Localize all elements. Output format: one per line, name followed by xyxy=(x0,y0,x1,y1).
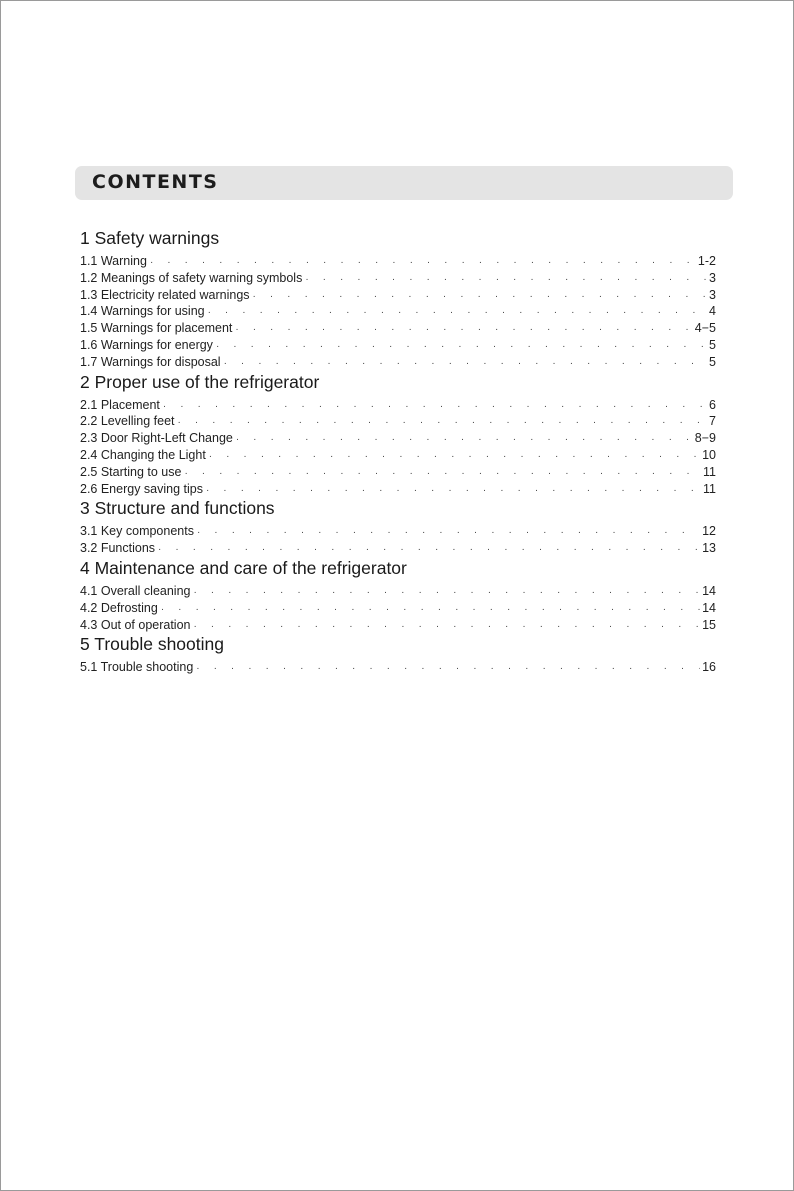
toc-section xyxy=(80,227,716,371)
toc-entry-label: 2.3 Door Right-Left Change xyxy=(80,431,233,446)
toc-entry-page-number: 1-2 xyxy=(697,254,716,268)
toc-entry-label: 2.5 Starting to use xyxy=(80,464,182,479)
dot-leader xyxy=(209,449,700,466)
dot-leader xyxy=(193,585,700,602)
toc-entry xyxy=(80,354,716,371)
dot-leader xyxy=(197,525,700,542)
section-heading: 4 Maintenance and care of the refrigerator xyxy=(80,557,407,578)
dot-leader xyxy=(236,432,693,449)
toc-entry xyxy=(80,413,716,430)
toc-entry xyxy=(80,337,716,354)
toc-section xyxy=(80,497,716,557)
toc-section xyxy=(80,557,716,633)
toc-entry-page-number: 3 xyxy=(709,287,716,302)
toc-entry xyxy=(80,253,716,270)
toc-entry-label: 4.3 Out of operation xyxy=(80,617,191,632)
toc-entry-label: 2.1 Placement xyxy=(80,397,160,412)
dot-leader xyxy=(178,415,708,432)
toc-entry-page-number: 14 xyxy=(702,583,716,598)
toc-entry-page-number: 10 xyxy=(702,447,716,462)
section-heading: 2 Proper use of the refrigerator xyxy=(80,371,320,392)
dot-leader xyxy=(206,483,701,500)
section-heading: 3 Structure and functions xyxy=(80,498,275,519)
toc-entry xyxy=(80,523,716,540)
toc-entry-label: 1.5 Warnings for placement xyxy=(80,321,233,336)
toc-entry xyxy=(80,617,716,634)
dot-leader xyxy=(305,272,707,289)
toc-entry-label: 1.7 Warnings for disposal xyxy=(80,354,221,369)
toc-entry-page-number: 16 xyxy=(702,660,716,675)
toc-entry-label: 1.2 Meanings of safety warning symbols xyxy=(80,270,303,285)
section-heading: 1 Safety warnings xyxy=(80,228,220,248)
toc-entry xyxy=(80,659,716,676)
toc-entry-label: 4.1 Overall cleaning xyxy=(80,583,191,598)
dot-leader xyxy=(163,399,707,416)
dot-leader xyxy=(161,602,700,619)
toc-entry-label: 4.2 Defrosting xyxy=(80,600,158,615)
toc-entry-page-number: 15 xyxy=(702,617,716,632)
toc-entry-label: 1.1 Warning xyxy=(80,254,147,268)
toc-section xyxy=(80,633,716,676)
dot-leader xyxy=(235,322,692,339)
toc-entry-label: 2.6 Energy saving tips xyxy=(80,481,203,496)
toc-entry xyxy=(80,481,716,498)
toc-entry xyxy=(80,447,716,464)
toc-entry-label: 3.2 Functions xyxy=(80,541,156,556)
toc-entry-label: 2.4 Changing the Light xyxy=(80,447,206,462)
toc-entry xyxy=(80,600,716,617)
toc-entry xyxy=(80,287,716,304)
toc-entry-page-number: 11 xyxy=(703,481,716,496)
toc-entry xyxy=(80,540,716,557)
toc-entry xyxy=(80,303,716,320)
toc-entry-page-number: 7 xyxy=(709,414,716,429)
toc-entry-label: 1.4 Warnings for using xyxy=(80,304,205,319)
dot-leader xyxy=(208,305,707,322)
toc-entry-label: 1.6 Warnings for energy xyxy=(80,337,213,352)
dot-leader xyxy=(196,661,700,678)
toc-entry-label: 1.3 Electricity related warnings xyxy=(80,287,250,302)
toc-entry-page-number: 4 xyxy=(709,304,716,319)
toc-entry-page-number: 13 xyxy=(702,541,716,556)
toc-entry xyxy=(80,270,716,287)
dot-leader xyxy=(194,619,701,636)
toc-entry-page-number: 14 xyxy=(702,600,716,615)
toc-entry xyxy=(80,397,716,414)
toc-entry-page-number: 11 xyxy=(703,464,716,479)
toc-entry xyxy=(80,583,716,600)
contents-header-bar xyxy=(75,166,733,200)
section-heading: 5 Trouble shooting xyxy=(80,634,224,655)
toc-entry-label: 2.2 Levelling feet xyxy=(80,414,175,429)
toc-section xyxy=(80,371,716,498)
toc-entry xyxy=(80,320,716,337)
toc-entry-label: 3.1 Key components xyxy=(80,524,194,539)
toc-entry-page-number: 3 xyxy=(709,270,716,285)
toc-entry-page-number: 6 xyxy=(709,397,716,412)
toc-entry-page-number: 8−9 xyxy=(694,431,716,446)
table-of-contents xyxy=(80,227,716,676)
dot-leader xyxy=(253,289,708,306)
toc-entry-page-number: 5 xyxy=(709,354,716,369)
dot-leader xyxy=(216,339,707,356)
toc-entry xyxy=(80,464,716,481)
toc-entry-label: 5.1 Trouble shooting xyxy=(80,660,194,675)
dot-leader xyxy=(184,466,701,483)
toc-entry-page-number: 5 xyxy=(709,337,716,352)
contents-title: CONTENTS xyxy=(92,171,219,193)
toc-entry-page-number: 4−5 xyxy=(694,321,716,336)
toc-entry-page-number: 12 xyxy=(702,524,716,539)
toc-entry xyxy=(80,430,716,447)
